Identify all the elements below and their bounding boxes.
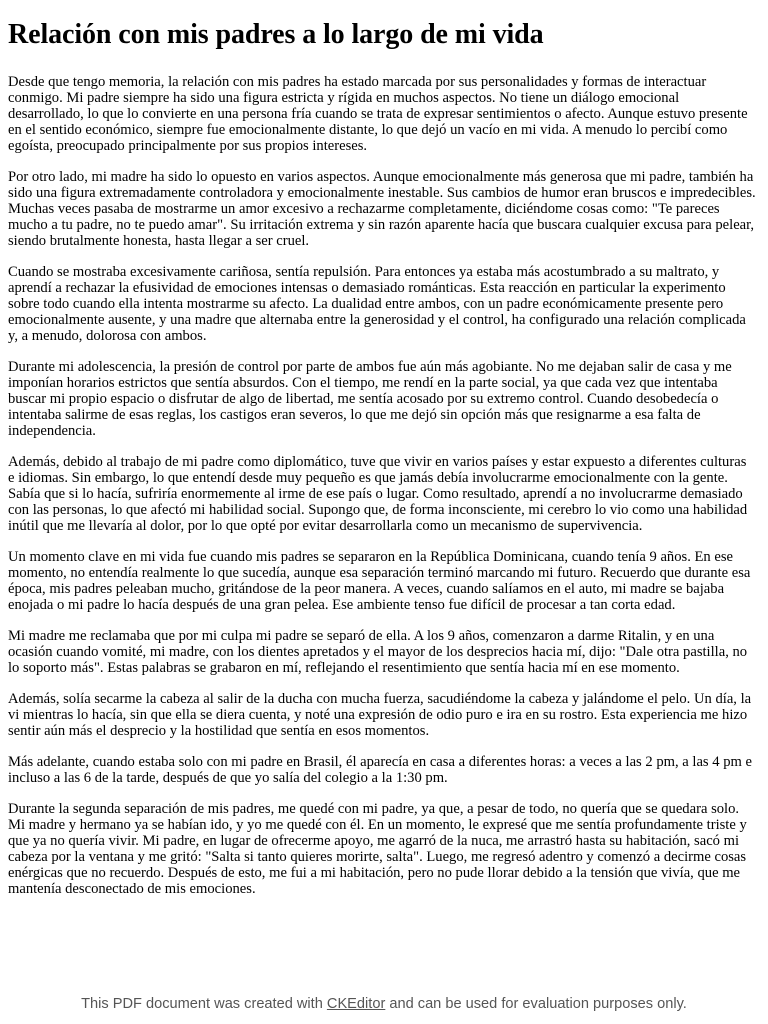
paragraph-4: Durante mi adolescencia, la presión de control por parte de ambos fue aún más agobiante. No me dejaban salir de casa y me imponían horarios estrictos que sentía absurdos. Con el tiempo, me rendí en la parte social, ya que cada vez que intentaba buscar mi propio espacio o disfrutar de algo de libertad, me sentía acosado por su extremo control. Cuando desobedecía o intentaba salirme de esas reglas, los castigos eran severos, lo que me dejó sin opción más que resignarme a esa falta de independencia. (8, 359, 732, 439)
footer-text-after: and can be used for evaluation purposes only. (385, 996, 687, 1012)
paragraph-7: Mi madre me reclamaba que por mi culpa mi padre se separó de ella. A los 9 años, comenzaron a darme Ritalin, y en una ocasión cuando vomité, mi madre, con los dientes apretados y el mayor de los desprecios hacia mí, dijo: "Dale otra pastilla, no lo soporto más". Estas palabras se grabaron en mí, reflejando el resentimiento que sentía hacia mí en ese momento. (8, 628, 748, 676)
paragraph-2: Por otro lado, mi madre ha sido lo opuesto en varios aspectos. Aunque emocionalmente más generosa que mi padre, también ha sido una figura extremadamente controladora y emocionalmente inestable. Sus cambios de humor eran bruscos e impredecibles. Muchas veces pasaba de mostrarme un amor excesivo a rechazarme completamente, diciéndome cosas como: "Te pareces mucho a tu padre, no te puedo amar". Su irritación extrema y sin razón aparente hacía que buscara cualquier excusa para pelear, siendo brutalmente honesta, hasta llegar a ser cruel. (8, 169, 756, 249)
document-page (8, 18, 756, 912)
ckeditor-link[interactable]: CKEditor (326, 996, 386, 1012)
paragraph-5: Además, debido al trabajo de mi padre como diplomático, tuve que vivir en varios países y estar expuesto a diferentes culturas e idiomas. Sin embargo, lo que entendí desde muy pequeño es que jamás debía involucrarme emocionalmente con la gente. Sabía que si lo hacía, sufriría enormemente al irme de ese país o lugar. Como resultado, aprendí a no involucrarme demasiado con las personas, lo que afectó mi habilidad social. Supongo que, de forma inconsciente, mi cerebro lo vio como una habilidad inútil que me llevaría al dolor, por lo que opté por evitar desarrollarla como un mecanismo de supervivencia. (8, 454, 748, 534)
paragraph-6: Un momento clave en mi vida fue cuando mis padres se separaron en la República Dominicana, cuando tenía 9 años. En ese momento, no entendía realmente lo que sucedía, aunque esa separación terminó marcando mi futuro. Recuerdo que durante esa época, mis padres peleaban mucho, gritándose de la peor manera. A veces, cuando salíamos en el auto, mi madre se bajaba enojada o mi padre lo hacía después de una gran pelea. Ese ambiente tenso fue difícil de procesar a tan corta edad. (8, 549, 751, 613)
paragraph-1: Desde que tengo memoria, la relación con mis padres ha estado marcada por sus personalidades y formas de interactuar conmigo. Mi padre siempre ha sido una figura estricta y rígida en muchos aspectos. No tiene un diálogo emocional desarrollado, lo que lo convierte en una persona fría cuando se trata de expresar sentimientos o afecto. Aunque estuvo presente en el sentido económico, siempre fue emocionalmente distante, lo que dejó un vacío en mi vida. A menudo lo percibí como egoísta, preocupado principalmente por sus propios intereses. (8, 74, 748, 154)
document-title: Relación con mis padres a lo largo de mi vida (8, 19, 544, 50)
footer-text-before: This PDF document was created with (81, 996, 327, 1012)
paragraph-9: Más adelante, cuando estaba solo con mi padre en Brasil, él aparecía en casa a diferentes horas: a veces a las 2 pm, a las 4 pm e incluso a las 6 de la tarde, después de que yo salía del colegio a la 1:30 pm. (8, 754, 752, 786)
document-body (8, 74, 756, 897)
paragraph-8: Además, solía secarme la cabeza al salir de la ducha con mucha fuerza, sacudiéndome la cabeza y jalándome el pelo. Un día, la vi mientras lo hacía, sin que ella se diera cuenta, y noté una expresión de odio puro e ira en su rostro. Esta experiencia me hizo sentir aún más el desprecio y la hostilidad que sentía en esos momentos. (8, 691, 752, 739)
paragraph-3: Cuando se mostraba excesivamente cariñosa, sentía repulsión. Para entonces ya estaba más acostumbrado a su maltrato, y aprendí a rechazar la efusividad de emociones intensas o demasiado románticas. Esta reacción en particular la experimento sobre todo cuando ella intenta mostrarme su afecto. La dualidad entre ambos, con un padre económicamente presente pero emocionalmente ausente, y una madre que alternaba entre la generosidad y el control, ha configurado una relación complicada y, a menudo, dolorosa con ambos. (8, 264, 746, 344)
evaluation-footer (0, 996, 768, 1012)
paragraph-10: Durante la segunda separación de mis padres, me quedé con mi padre, ya que, a pesar de todo, no quería que se quedara solo. Mi madre y hermano ya se habían ido, y yo me quedé con él. En un momento, le expresé que me sentía profundamente triste y que ya no quería vivir. Mi padre, en lugar de ofrecerme apoyo, me agarró de la nuca, me arrastró hasta su habitación, sacó mi cabeza por la ventana y me gritó: "Salta si tanto quieres morirte, salta". Luego, me regresó adentro y comenzó a decirme cosas enérgicas que no recuerdo. Después de esto, me fui a mi habitación, pero no pude llorar debido a la tensión que vivía, que me mantenía desconectado de mis emociones. (8, 801, 747, 897)
